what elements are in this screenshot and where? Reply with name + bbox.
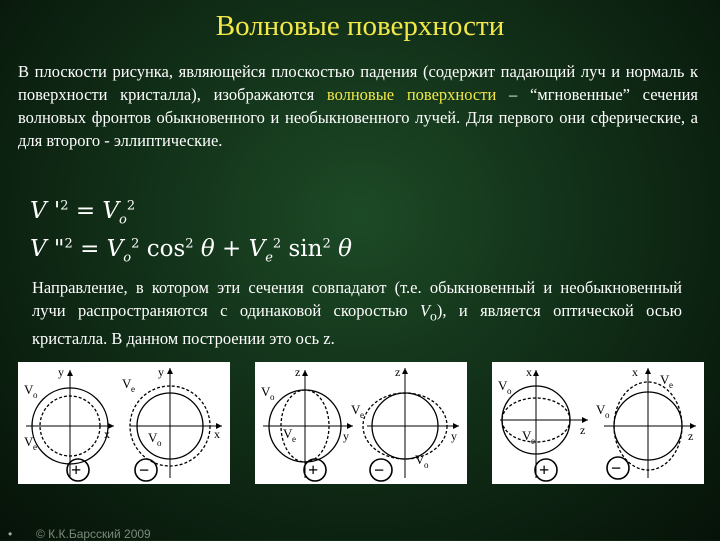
label-ve-sub-c2: e [669, 380, 673, 390]
paragraph2-before: Направление, в котором эти сечения совпадают (т.е. обыкновенный и необыкновенный лучи распространяются с одинаковой скоростью [32, 278, 682, 320]
label-vo-a1: V [24, 382, 34, 397]
label-ve-sub-b2: e [360, 410, 364, 420]
label-vo-sub-c1: o [507, 386, 512, 396]
label-ve-sub-c1: e [531, 436, 535, 446]
formula1-eq: = V [68, 198, 120, 224]
label-ve-sub-a2: e [131, 384, 135, 394]
label-z-c1: z [580, 423, 586, 437]
label-ve-sub-b1: e [292, 434, 296, 444]
paragraph1-highlight: волновые поверхности [326, 85, 497, 104]
footer-bullet: • [8, 527, 13, 541]
formula2-sin: sin [281, 236, 323, 262]
paragraph2-after: ), и является оптической осью кристалла. В данном построении это ось z. [32, 301, 683, 349]
paragraph2-v: V [419, 301, 431, 320]
formula2-lhs-exp: 2 [64, 236, 73, 252]
label-z-b1: z [295, 365, 301, 379]
label-ve-b1: V [283, 426, 293, 441]
paragraph1-before: В плоскости рисунка, являющейся плоскостью падения (содержит падающий луч и нормаль к поверхности кристалла), изображаются [18, 62, 698, 104]
label-x-c2: x [632, 365, 638, 379]
label-vo-b1: V [261, 384, 271, 399]
label-vo-sub-c2: o [605, 410, 610, 420]
label-y-b2: y [451, 429, 457, 443]
label-x-c1: x [526, 365, 532, 379]
diagram-panel-xz [492, 362, 704, 484]
label-vo-c1: V [498, 378, 508, 393]
label-vo-c2: V [596, 402, 606, 417]
diagram-xy-svg [18, 362, 230, 484]
formula-extraordinary [30, 236, 352, 266]
label-y-a2: y [158, 365, 164, 379]
formula1-sub: o [119, 212, 127, 228]
formula2-sub-o: o [123, 250, 132, 266]
plus-b: + [308, 460, 319, 480]
formula2-theta2: θ [330, 236, 352, 262]
formula2-exp-e: 2 [272, 236, 282, 252]
formula1-exp: 2 [126, 198, 136, 214]
paragraph-optical-axis [32, 276, 682, 350]
label-ve-a1: V [24, 434, 34, 449]
formula2-lhs: V " [30, 236, 65, 262]
label-ve-c2: V [660, 372, 670, 387]
label-ve-c1: V [522, 428, 532, 443]
label-vo-sub-a1: o [33, 390, 38, 400]
formula2-cos-exp: 2 [185, 236, 194, 252]
label-z-c2: z [688, 429, 694, 443]
label-vo-a2: V [148, 430, 158, 445]
label-vo-sub-b1: o [270, 392, 275, 402]
formula2-cos: cos [139, 236, 186, 262]
formula1-lhs-exp: 2 [60, 198, 69, 214]
minus-c: − [611, 458, 622, 478]
plus-c: + [539, 460, 550, 480]
formula1-lhs: V ' [30, 198, 61, 224]
label-ve-sub-a1: e [33, 442, 37, 452]
plus-a: + [71, 460, 82, 480]
formula2-eq: = V [72, 236, 124, 262]
minus-b: − [374, 460, 385, 480]
formula2-theta1: θ + V [193, 236, 266, 262]
label-ve-a2: V [122, 376, 132, 391]
formula2-sub-e: e [265, 250, 273, 266]
label-x-a2: x [214, 427, 220, 441]
paragraph1-after: – “мгновенные” сечения волновых фронтов обыкновенного и необыкновенного лучей. Для первого они сферические, а для второго - эллиптические. [18, 85, 698, 150]
footer-copyright: © К.К.Барсский 2009 [36, 527, 151, 541]
label-x-a1: x [104, 427, 110, 441]
diagram-xz-svg [492, 362, 704, 484]
formula2-sin-exp: 2 [322, 236, 331, 252]
label-vo-sub-a2: o [157, 438, 162, 448]
label-vo-b2: V [415, 452, 425, 467]
slide-title: Волновые поверхности [215, 10, 505, 42]
label-y-a1: y [58, 365, 64, 379]
minus-a: − [139, 460, 150, 480]
label-vo-sub-b2: o [424, 460, 429, 470]
formula-ordinary [30, 198, 135, 228]
label-z-b2: z [395, 365, 401, 379]
label-ve-b2: V [351, 402, 361, 417]
diagram-yz-svg [255, 362, 467, 484]
diagram-panel-yz [255, 362, 467, 484]
formula2-exp-o: 2 [131, 236, 140, 252]
diagram-panel-xy [18, 362, 230, 484]
paragraph2-v-sub: o [430, 308, 437, 324]
label-y-b1: y [343, 429, 349, 443]
paragraph-wave-surfaces [18, 60, 698, 152]
